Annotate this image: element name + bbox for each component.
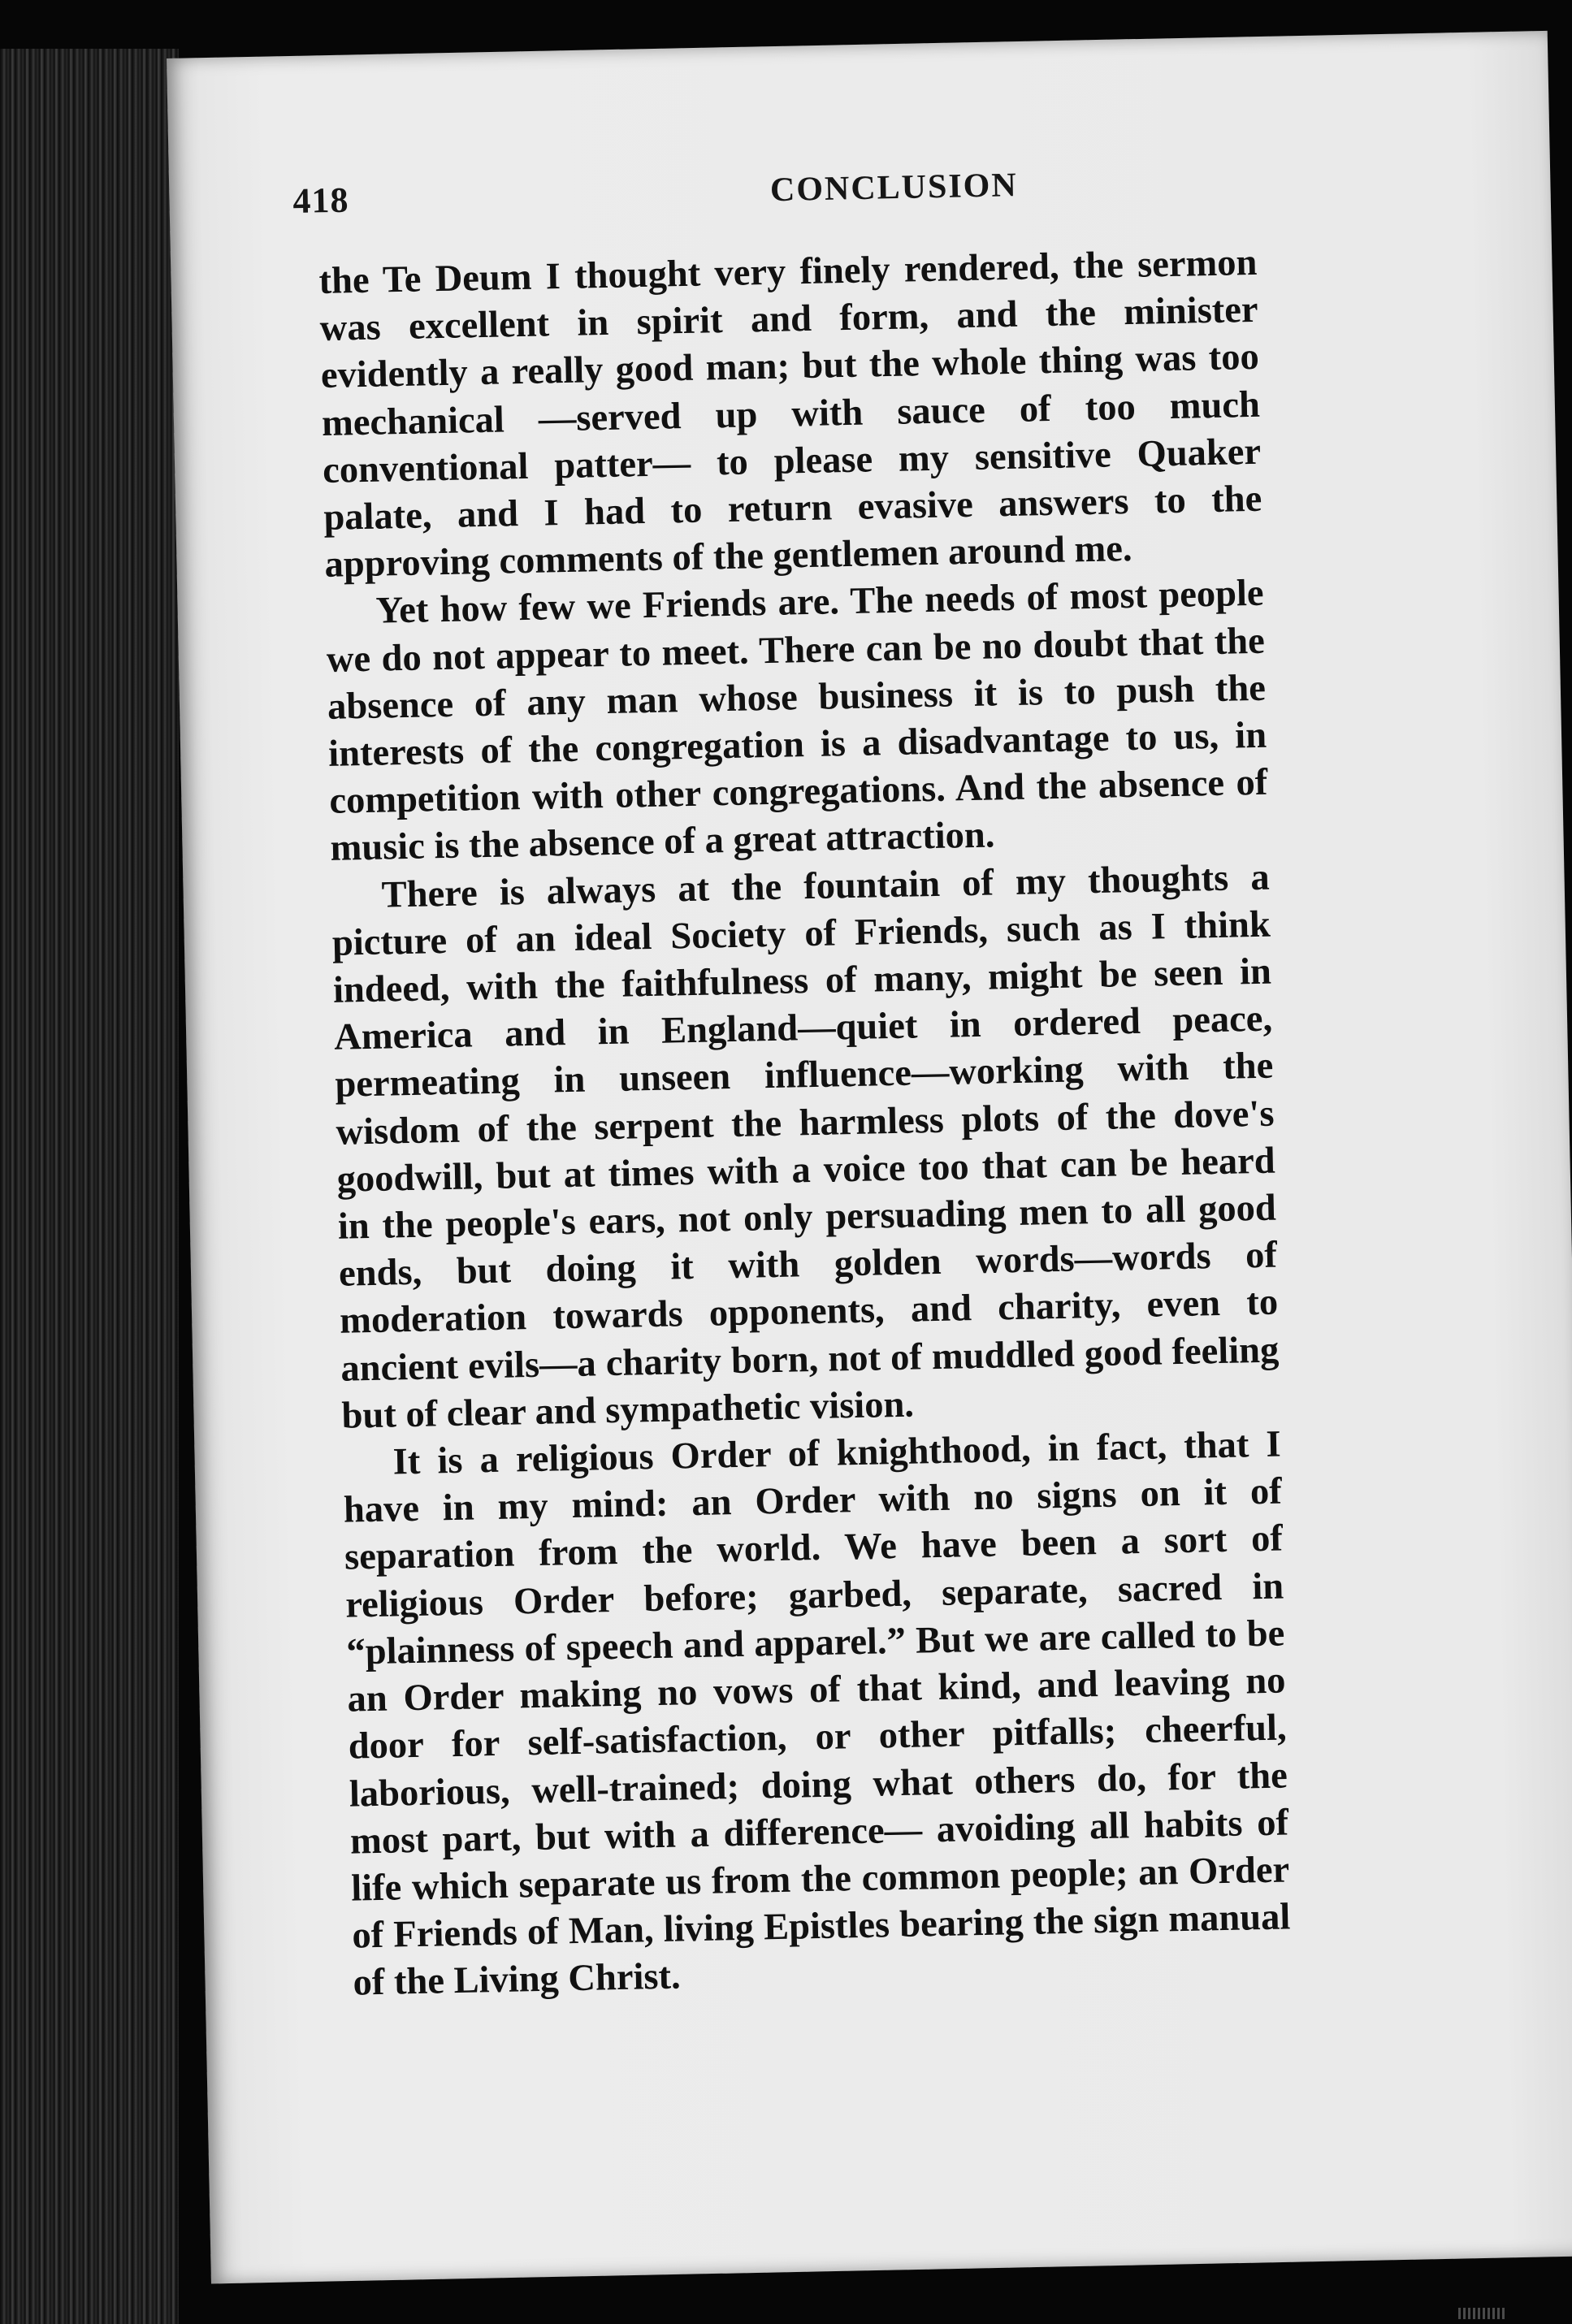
paragraph-4: It is a religious Order of knighthood, in fact, that I have in my mind: an Order with no signs on it of separation from the world. We have been a sort of religious Order before; garbed, separate, sacred in “plainness of speech and apparel.” But we are called to be an Order making no vows of that kind, and leaving no door for self-satisfaction, or other pitfalls; cheerful, laborious, well-trained; doing what others do, for the most part, but with a difference— avoiding all habits of life which separate us from the common people; an Order of Friends of Man, living Epistles bearing the sign manual of the Living Christ. (343, 1423, 1291, 2004)
paragraph-3: There is always at the fountain of my thoughts a picture of an ideal Society of Friends, such as I think indeed, with the faithfulness of many, might be seen in America and in England—quiet in ordered peace, permeating in unseen influence—working with the wisdom of the serpent the harmless plots of the dove's goodwill, but at times with a voice too that can be heard in the people's ears, not only persuading men to all good ends, but doing it with golden words—words of moderation towards opponents, and charity, even to ancient evils—a charity born, not of muddled good feeling but of clear and sympathetic vision. (331, 856, 1280, 1437)
page-number: 418 (292, 180, 349, 221)
paragraph-2: Yet how few we Friends are. The needs of most people we do not appear to meet. There can be no doubt that the absence of any man whose business it is to push the interests of the congregation is a disadvantage to us, in competition with other congregations. And the absence of music is the absence of a great attraction. (326, 573, 1268, 870)
scanner-mark (1458, 2308, 1507, 2319)
running-title: CONCLUSION (769, 167, 1019, 210)
body-text (318, 240, 1292, 2007)
paragraph-1: the Te Deum I thought very finely rendered, the sermon was excellent in spirit and form, and the minister evidently a really good man; but the whole thing was too mechanical —served up with sauce of too much conventional patter— to please my sensitive Quaker palate, and I had to return evasive answers to the approving comments of the gentlemen around me. (318, 241, 1262, 586)
book-page-edges (0, 49, 179, 2324)
